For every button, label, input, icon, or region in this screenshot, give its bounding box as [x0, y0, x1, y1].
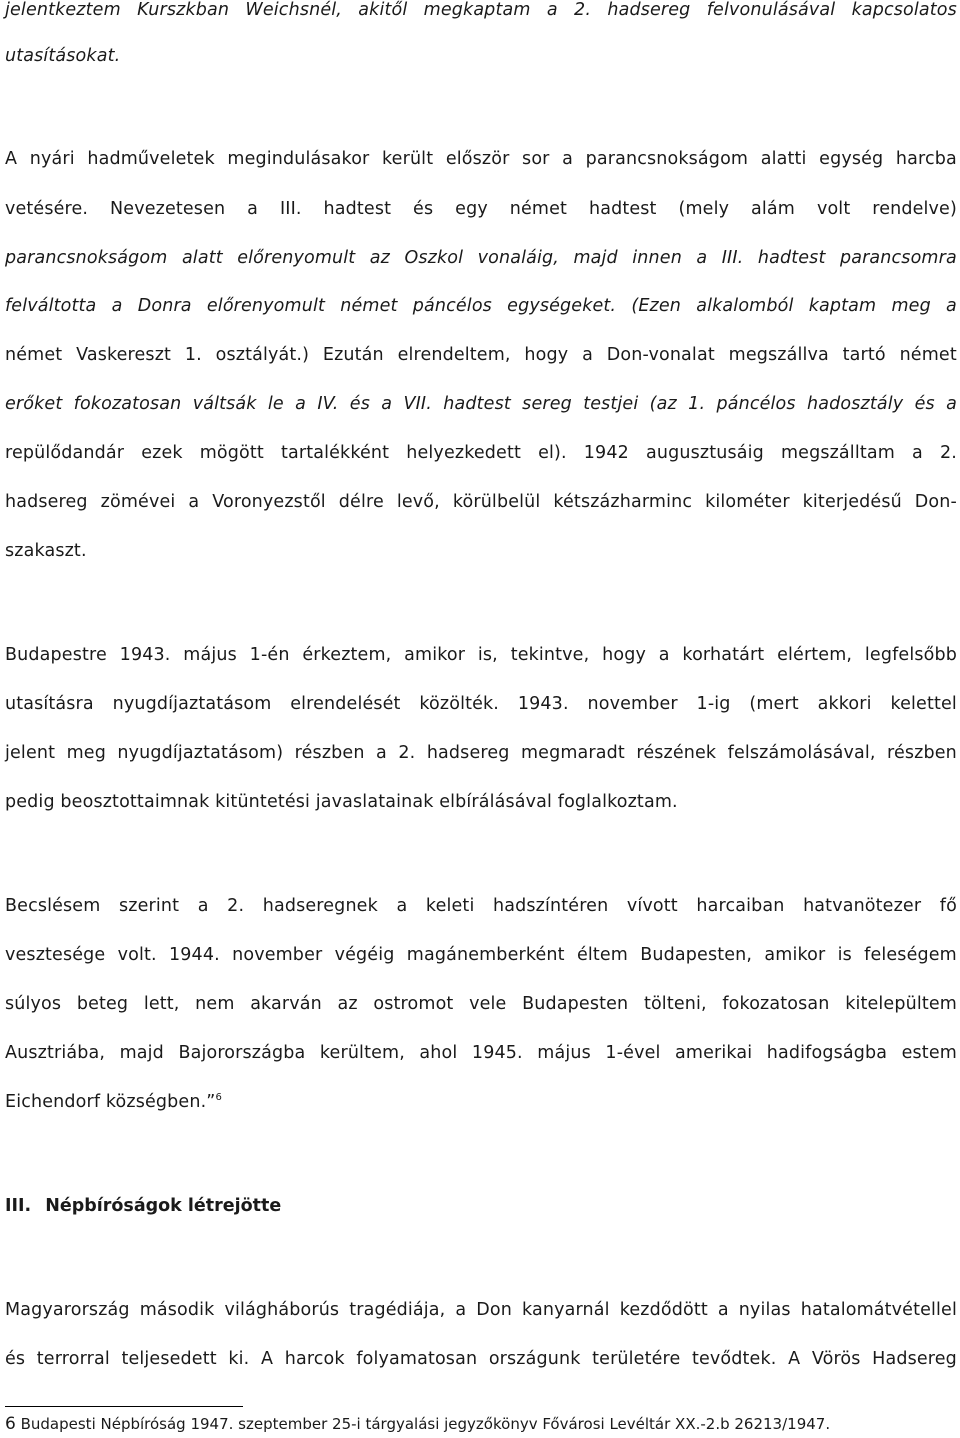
word: a — [295, 394, 307, 414]
text-line — [5, 199, 957, 219]
word: tartalékként — [281, 443, 390, 463]
text-line — [5, 945, 957, 965]
word: az — [337, 994, 358, 1014]
word: a — [188, 492, 200, 512]
word: kaptam — [808, 296, 877, 316]
word: ezek — [141, 443, 183, 463]
word: parancsnokságom — [585, 149, 749, 169]
word: 1-ig — [696, 694, 731, 714]
section-heading — [5, 1196, 281, 1216]
text-line — [5, 345, 957, 365]
word: Budapesten — [522, 994, 629, 1014]
word: a — [658, 645, 670, 665]
word: fokozatosan — [73, 394, 182, 414]
word: páncélos — [716, 394, 796, 414]
text-line — [5, 443, 957, 463]
text-line — [5, 694, 957, 714]
word: és — [914, 394, 935, 414]
word: 1942 — [583, 443, 629, 463]
word: alkalomból — [696, 296, 794, 316]
text-line — [5, 1043, 957, 1063]
word: Vaskereszt — [76, 345, 172, 365]
word: és — [349, 394, 370, 414]
word: repülődandár — [5, 443, 125, 463]
word: nyugdíjaztatásom — [112, 694, 272, 714]
word: kitelepültem — [845, 994, 957, 1014]
word: részének — [636, 743, 717, 763]
word: terrorral — [36, 1349, 110, 1369]
word: erőket — [5, 394, 63, 414]
word: akarván — [250, 994, 322, 1014]
word: Hadsereg — [872, 1349, 957, 1369]
word: vesztesége — [5, 945, 106, 965]
word: nyilas — [738, 1300, 791, 1320]
word: 1-én — [249, 645, 290, 665]
word: hadsereg — [426, 743, 510, 763]
word: utasításra — [5, 694, 94, 714]
word: hatvanötezer — [803, 896, 922, 916]
word: 2. — [939, 443, 957, 463]
word: német — [5, 345, 63, 365]
word: tartó — [842, 345, 886, 365]
word: rendelve) — [872, 199, 957, 219]
word: 1. — [184, 345, 202, 365]
footnote — [5, 1414, 830, 1434]
word: körülbelül — [452, 492, 541, 512]
word: elrendeltem, — [397, 345, 511, 365]
word: a — [582, 345, 593, 365]
word: alatti — [760, 149, 807, 169]
word: német — [340, 296, 398, 316]
word: ostromot — [373, 994, 454, 1014]
word: felváltotta — [5, 296, 97, 316]
word: majd — [119, 1043, 164, 1063]
word: második — [139, 1300, 215, 1320]
word: a — [111, 296, 123, 316]
word: A — [788, 1349, 801, 1369]
text-line — [5, 645, 957, 665]
word: (az — [649, 394, 677, 414]
word: a — [717, 1300, 729, 1320]
word: kiterjedésű — [802, 492, 902, 512]
word: keleti — [425, 896, 475, 916]
word: beteg — [76, 994, 129, 1014]
word: legfelsőbb — [864, 645, 957, 665]
word: vetésére. — [5, 199, 89, 219]
word: A — [5, 149, 18, 169]
word: először — [445, 149, 510, 169]
word: nyári — [29, 149, 75, 169]
word: innen — [632, 248, 682, 268]
word: harcaiban — [696, 896, 785, 916]
footnote-divider — [5, 1406, 243, 1407]
word: megindulásakor — [227, 149, 370, 169]
word: akkori — [817, 694, 872, 714]
word: kilométer — [705, 492, 790, 512]
word: Bajorországba — [178, 1043, 306, 1063]
word: Nevezetesen — [110, 199, 226, 219]
word: ahol — [419, 1043, 458, 1063]
word: 2. — [227, 896, 245, 916]
word: kétszázharminc — [553, 492, 693, 512]
text-line: utasításokat. — [5, 46, 121, 66]
word: délre — [338, 492, 384, 512]
word: november — [232, 945, 323, 965]
word: a — [197, 896, 209, 916]
text-line — [5, 492, 957, 512]
text-line — [5, 149, 957, 169]
word: amerikai — [675, 1043, 753, 1063]
word: parancsnokságom — [5, 248, 168, 268]
word: kapcsolatos — [851, 0, 957, 20]
word: fokozatosan — [722, 994, 830, 1014]
word: hadifogságba — [766, 1043, 888, 1063]
word: testjei — [583, 394, 639, 414]
word: szerint — [119, 896, 180, 916]
word: lett, — [143, 994, 180, 1014]
word: Donra — [137, 296, 192, 316]
word: 1-ével — [605, 1043, 661, 1063]
word: egységeket. — [507, 296, 617, 316]
word: hogy — [524, 345, 569, 365]
word: folyamatosan — [356, 1349, 478, 1369]
word: VII. — [403, 394, 432, 414]
word: súlyos — [5, 994, 62, 1014]
word: mögött — [199, 443, 264, 463]
word: vívott — [626, 896, 678, 916]
word: megkaptam — [423, 0, 531, 20]
word: majd — [573, 248, 618, 268]
word: november — [587, 694, 678, 714]
word: hadtest — [757, 248, 826, 268]
word: feleségem — [864, 945, 957, 965]
word: megszálltam — [780, 443, 895, 463]
word: kanyarnál — [522, 1300, 610, 1320]
word: (mely — [678, 199, 730, 219]
text-line — [5, 296, 957, 316]
footnote-reference[interactable]: 6 — [215, 1092, 223, 1104]
word: augusztusáig — [645, 443, 764, 463]
word: előrenyomult — [237, 248, 356, 268]
word: IV. — [317, 394, 339, 414]
word: el). — [538, 443, 567, 463]
word: a — [562, 149, 574, 169]
word: amikor — [404, 645, 466, 665]
word: Voronyezstől — [212, 492, 326, 512]
word: világháborús — [224, 1300, 340, 1320]
word: ki. — [228, 1349, 250, 1369]
text-line — [5, 394, 957, 414]
word: előrenyomult — [206, 296, 326, 316]
word: volt. — [117, 945, 157, 965]
word: részben — [887, 743, 957, 763]
word: III. — [721, 248, 744, 268]
word: a — [381, 394, 393, 414]
word: 1943. — [517, 694, 569, 714]
word: hadtest — [323, 199, 392, 219]
word: nyugdíjaztatásom) — [117, 743, 284, 763]
word: elrendelését — [290, 694, 401, 714]
word: A — [260, 1349, 274, 1369]
word: Don- — [914, 492, 957, 512]
word: teljesedett — [121, 1349, 217, 1369]
word: éltem — [576, 945, 628, 965]
word: május — [183, 645, 237, 665]
word: a — [455, 1300, 467, 1320]
word: akitől — [358, 0, 408, 20]
word: 1943. — [119, 645, 171, 665]
word: hadsereg — [5, 492, 88, 512]
footnote-number: 6 — [5, 1414, 16, 1434]
word: sor — [522, 149, 550, 169]
word: váltsák — [192, 394, 257, 414]
word: tevődtek. — [692, 1349, 777, 1369]
section-title: Népbíróságok létrejötte — [45, 1196, 282, 1216]
word: egy — [455, 199, 488, 219]
word: megszállva — [728, 345, 829, 365]
word: német — [899, 345, 957, 365]
word: kerültem, — [319, 1043, 405, 1063]
word: hogy — [602, 645, 646, 665]
word: a — [546, 0, 558, 20]
word: felszámolásával, — [727, 743, 876, 763]
word: is — [837, 945, 852, 965]
word: német — [509, 199, 568, 219]
word: egység — [819, 149, 884, 169]
word: Weichsnél, — [245, 0, 342, 20]
word: Ausztriába, — [5, 1043, 106, 1063]
text-line: pedig beosztottaimnak kitüntetési javaslatainak elbírálásával foglalkoztam. — [5, 792, 678, 812]
word: kezdődött — [619, 1300, 708, 1320]
word: parancsomra — [839, 248, 957, 268]
word: végéig — [334, 945, 395, 965]
word: Vörös — [811, 1349, 861, 1369]
word: tragédiája, — [349, 1300, 446, 1320]
word: országunk — [488, 1349, 581, 1369]
word: nem — [195, 994, 235, 1014]
word: a — [696, 248, 708, 268]
word: volt — [816, 199, 851, 219]
word: is, — [477, 645, 498, 665]
word: tölteni, — [643, 994, 707, 1014]
word: III. — [279, 199, 302, 219]
text-line — [5, 994, 957, 1014]
text-line — [5, 248, 957, 268]
word: Don-vonalat — [606, 345, 715, 365]
word: a — [946, 394, 957, 414]
word: tekintve, — [510, 645, 590, 665]
word: Budapesten, — [640, 945, 753, 965]
word: a — [396, 896, 408, 916]
word: Budapestre — [5, 645, 107, 665]
word: megmaradt — [520, 743, 625, 763]
word: felvonulásával — [706, 0, 836, 20]
text-line — [5, 896, 957, 916]
word: elértem, — [777, 645, 853, 665]
word: Don — [476, 1300, 513, 1320]
word: 2. — [398, 743, 416, 763]
word: (Ezen — [631, 296, 682, 316]
word: a — [376, 743, 387, 763]
word: osztályát.) — [215, 345, 310, 365]
word: Oszkol — [404, 248, 464, 268]
word: közölték. — [419, 694, 500, 714]
word: korhatárt — [682, 645, 765, 665]
word: Kurszkban — [137, 0, 230, 20]
word: hadsereg — [607, 0, 691, 20]
word: páncélos — [412, 296, 492, 316]
text-line — [5, 743, 957, 763]
text-line: szakaszt. — [5, 541, 87, 561]
word: levő, — [396, 492, 440, 512]
text-line-content: Eichendorf községben.” — [5, 1092, 216, 1112]
word: (mert — [749, 694, 799, 714]
footnote-text: Budapesti Népbíróság 1947. szeptember 25-i tárgyalási jegyzőkönyv Fővárosi Levéltár XX.-2.b 26213/1947. — [20, 1415, 831, 1433]
word: jelentkeztem — [5, 0, 121, 20]
word: és — [413, 199, 434, 219]
word: részben — [294, 743, 365, 763]
word: Ezután — [322, 345, 384, 365]
word: kelettel — [890, 694, 957, 714]
word: vonaláig, — [477, 248, 559, 268]
word: érkeztem, — [302, 645, 392, 665]
word: a — [247, 199, 259, 219]
word: alatt — [181, 248, 223, 268]
section-number: III. — [5, 1196, 32, 1216]
word: helyezkedett — [406, 443, 521, 463]
word: hadtest — [588, 199, 657, 219]
word: hadszíntéren — [493, 896, 609, 916]
text-line — [5, 0, 957, 20]
word: a — [912, 443, 923, 463]
word: hadtest — [443, 394, 511, 414]
word: amikor — [764, 945, 826, 965]
word: 1945. — [471, 1043, 523, 1063]
word: területére — [592, 1349, 681, 1369]
word: harcba — [895, 149, 957, 169]
word: az — [369, 248, 391, 268]
word: Magyarország — [5, 1300, 130, 1320]
word: alám — [751, 199, 796, 219]
word: meg — [891, 296, 931, 316]
word: estem — [901, 1043, 957, 1063]
word: hatalomátvétellel — [800, 1300, 957, 1320]
word: és — [5, 1349, 26, 1369]
word: harcok — [284, 1349, 345, 1369]
word: május — [537, 1043, 591, 1063]
word: hadosztály — [807, 394, 904, 414]
word: fő — [939, 896, 957, 916]
word: Becslésem — [5, 896, 101, 916]
text-line — [5, 1300, 957, 1320]
word: magánemberként — [406, 945, 565, 965]
word: meg — [66, 743, 106, 763]
word: sereg — [522, 394, 572, 414]
word: került — [382, 149, 434, 169]
text-line — [5, 1349, 957, 1369]
word: 1944. — [168, 945, 220, 965]
word: le — [267, 394, 284, 414]
word: 2. — [574, 0, 592, 20]
word: hadműveletek — [87, 149, 215, 169]
word: jelent — [5, 743, 56, 763]
text-line — [5, 1092, 222, 1112]
word: 1. — [688, 394, 706, 414]
word: hadseregnek — [262, 896, 378, 916]
word: zömévei — [100, 492, 176, 512]
word: vele — [469, 994, 507, 1014]
word: a — [946, 296, 957, 316]
